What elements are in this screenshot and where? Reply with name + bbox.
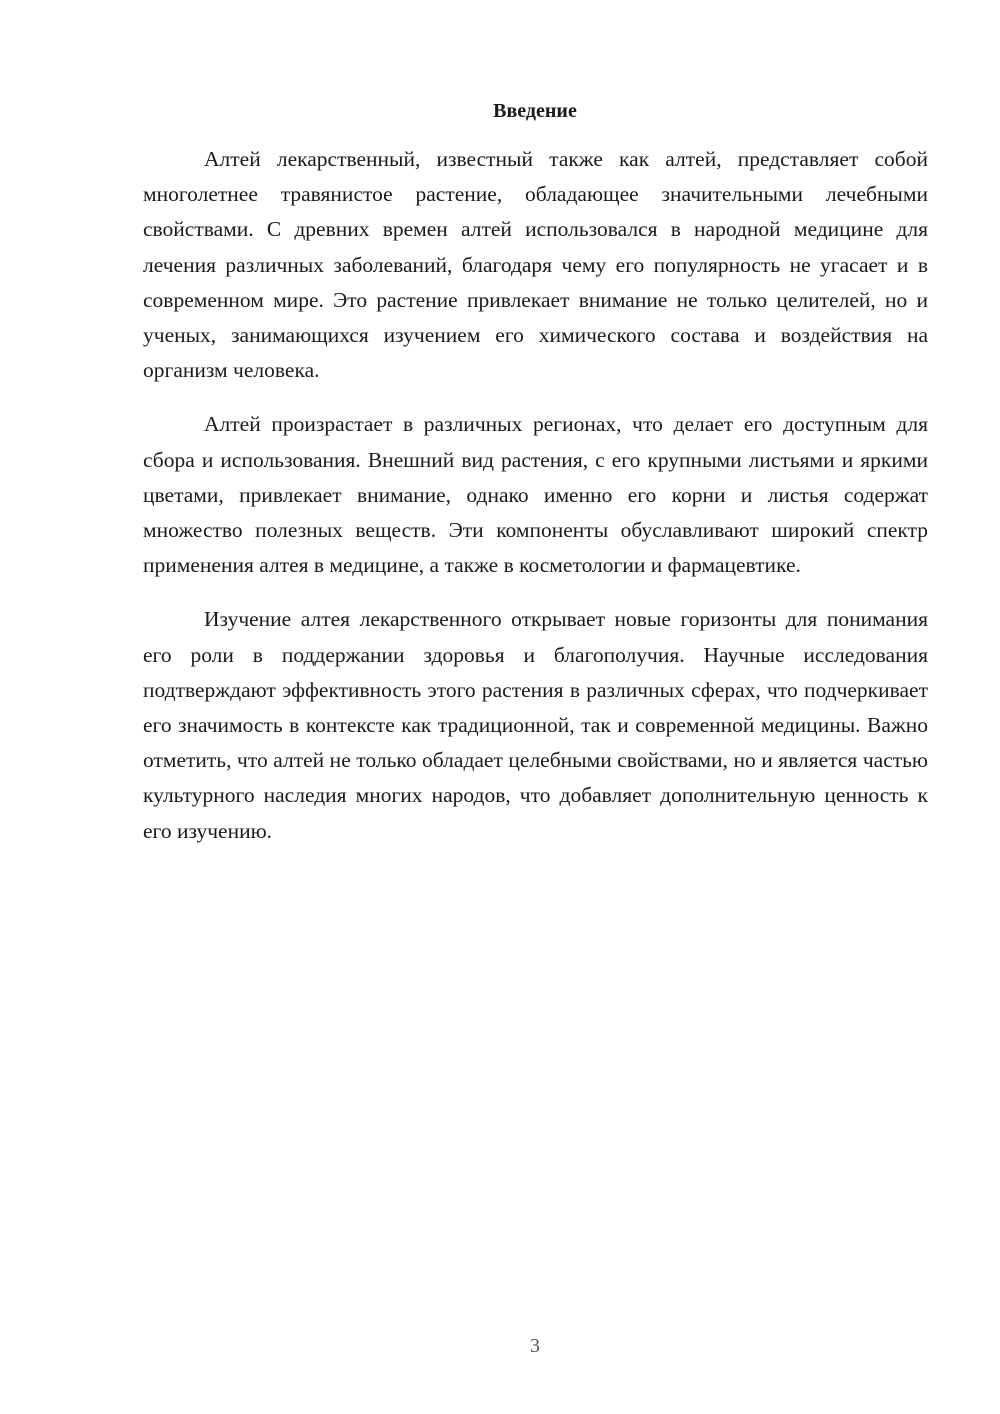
paragraph-3: Изучение алтея лекарственного открывает новые горизонты для понимания его роли в поддержании здоровья и благополучия. Научные исследования подтверждают эффективность этого растения в различных сферах, что подчеркивает его значимость в контексте как традиционной, так и современной медицины. Важно отметить, что алтей не только обладает целебными свойствами, но и является частью культурного наследия многих народов, что добавляет дополнительную ценность к его изучению. xyxy=(143,607,928,843)
paragraph-1: Алтей лекарственный, известный также как алтей, представляет собой многолетнее травянистое растение, обладающее значительными лечебными свойствами. С древних времен алтей использовался в народной медицине для лечения различных заболеваний, благодаря чему его популярность не угасает и в современном мире. Это растение привлекает внимание не только целителей, но и ученых, занимающихся изучением его химического состава и воздействия на организм человека. xyxy=(143,147,928,383)
paragraph-2: Алтей произрастает в различных регионах, что делает его доступным для сбора и использования. Внешний вид растения, с его крупными листьями и яркими цветами, привлекает внимание, однако именно его корни и листья содержат множество полезных веществ. Эти компоненты обуславливают широкий спектр применения алтея в медицине, а также в косметологии и фармацевтике. xyxy=(143,412,928,578)
body-text xyxy=(143,142,928,868)
page-number: 3 xyxy=(530,1335,540,1357)
section-heading: Введение xyxy=(493,100,577,122)
